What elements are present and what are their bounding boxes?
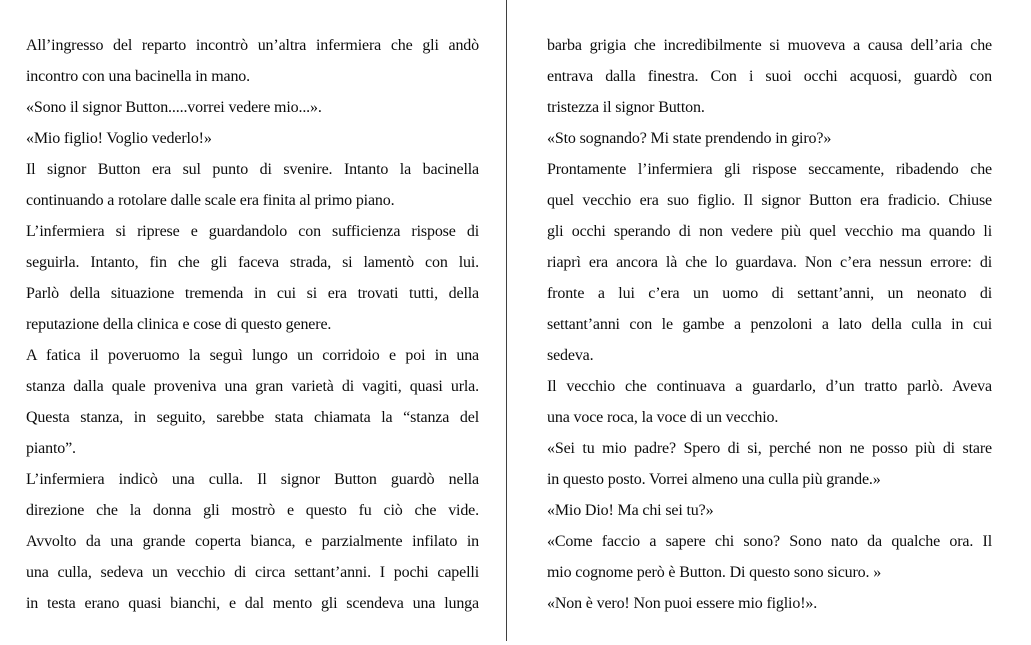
text-line: L’infermiera indicò una culla. Il signor Button guardò nella <box>26 471 479 488</box>
text-line: gli occhi sperando di non vedere più quel vecchio ma quando li <box>547 223 992 240</box>
text-line: riaprì era ancora là che lo guardava. Non c’era nessun errore: di <box>547 254 992 271</box>
text-line: Il vecchio che continuava a guardarlo, d’un tratto parlò. Aveva <box>547 378 992 395</box>
text-line: seguirla. Intanto, fin che gli faceva strada, si lamentò con lui. <box>26 254 479 271</box>
text-line: «Sto sognando? Mi state prendendo in giro?» <box>547 130 832 147</box>
text-line: «Come faccio a sapere chi sono? Sono nato da qualche ora. Il <box>547 533 992 550</box>
text-line: quel vecchio era suo figlio. Il signor Button era fradicio. Chiuse <box>547 192 992 209</box>
text-line: in testa erano quasi bianchi, e dal mento gli scendeva una lunga <box>26 595 479 612</box>
text-line: sedeva. <box>547 347 594 364</box>
text-line: settant’anni con le gambe a penzoloni a lato della culla in cui <box>547 316 992 333</box>
column-divider <box>506 0 507 641</box>
text-line: una voce roca, la voce di un vecchio. <box>547 409 779 426</box>
text-line: incontro con una bacinella in mano. <box>26 68 251 85</box>
text-line: Questa stanza, in seguito, sarebbe stata chiamata la “stanza del <box>26 409 479 426</box>
text-line: entrava dalla finestra. Con i suoi occhi acquosi, guardò con <box>547 68 992 85</box>
text-line: L’infermiera si riprese e guardandolo con sufficienza rispose di <box>26 223 479 240</box>
text-line: pianto”. <box>26 440 76 457</box>
right-text-column <box>547 30 992 619</box>
text-line: stanza dalla quale proveniva una gran varietà di vagiti, quasi urla. <box>26 378 479 395</box>
text-line: «Mio figlio! Voglio vederlo!» <box>26 130 212 147</box>
text-line: Parlò della situazione tremenda in cui si era trovati tutti, della <box>26 285 479 302</box>
text-line: Il signor Button era sul punto di svenire. Intanto la bacinella <box>26 161 479 178</box>
text-line: Avvolto da una grande coperta bianca, e parzialmente infilato in <box>26 533 479 550</box>
text-line: tristezza il signor Button. <box>547 99 705 116</box>
text-line: A fatica il poveruomo la seguì lungo un corridoio e poi in una <box>26 347 479 364</box>
text-line: una culla, sedeva un vecchio di circa settant’anni. I pochi capelli <box>26 564 479 581</box>
text-line: «Sei tu mio padre? Spero di si, perché non ne posso più di stare <box>547 440 992 457</box>
text-line: barba grigia che incredibilmente si muoveva a causa dell’aria che <box>547 37 992 54</box>
text-line: «Sono il signor Button.....vorrei vedere mio...». <box>26 99 322 116</box>
text-line: All’ingresso del reparto incontrò un’altra infermiera che gli andò <box>26 37 479 54</box>
text-line: continuando a rotolare dalle scale era finita al primo piano. <box>26 192 395 209</box>
left-text-column <box>26 30 479 619</box>
text-line: fronte a lui c’era un uomo di settant’anni, un neonato di <box>547 285 992 302</box>
text-line: in questo posto. Vorrei almeno una culla più grande.» <box>547 471 881 488</box>
text-line: «Mio Dio! Ma chi sei tu?» <box>547 502 714 519</box>
text-line: reputazione della clinica e cose di questo genere. <box>26 316 332 333</box>
text-line: direzione che la donna gli mostrò e questo fu ciò che vide. <box>26 502 479 519</box>
text-line: «Non è vero! Non puoi essere mio figlio!». <box>547 595 818 612</box>
text-line: mio cognome però è Button. Di questo sono sicuro. » <box>547 564 882 581</box>
text-line: Prontamente l’infermiera gli rispose seccamente, ribadendo che <box>547 161 992 178</box>
